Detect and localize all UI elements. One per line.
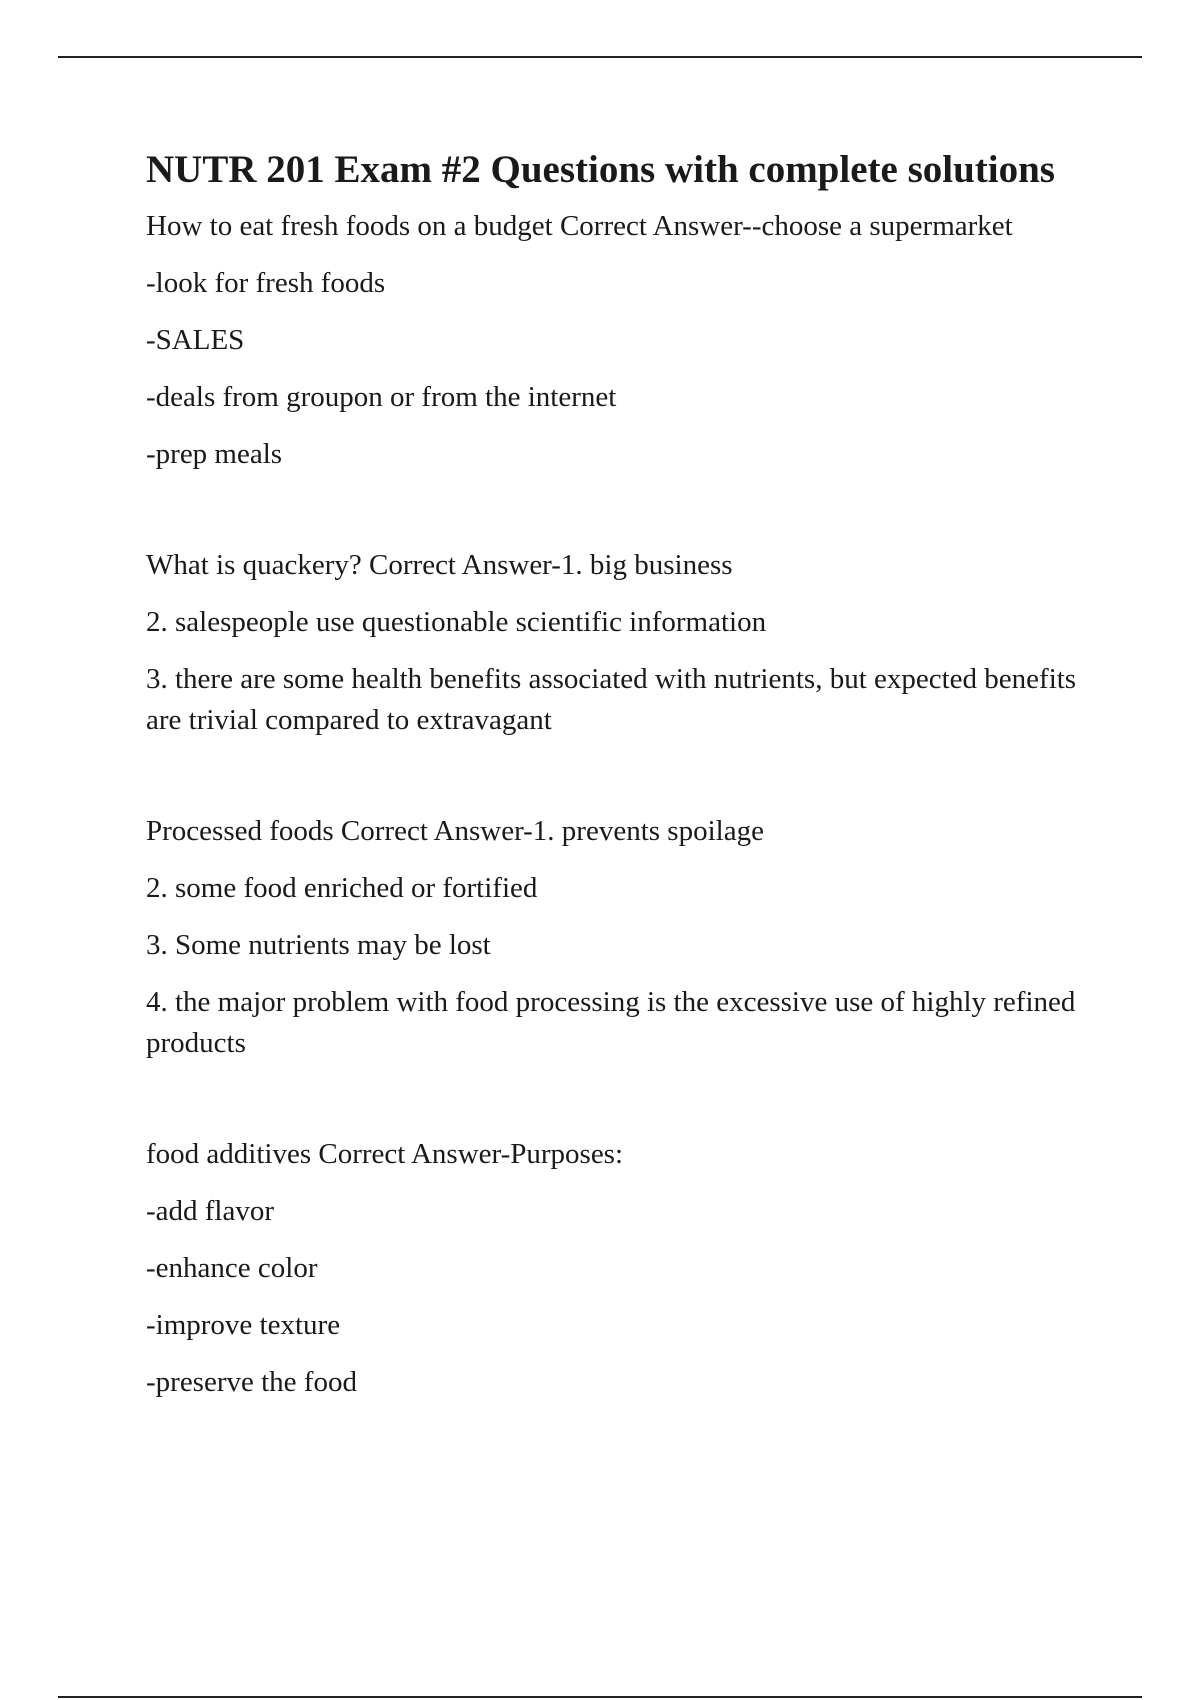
question-line: How to eat fresh foods on a budget Correct Answer--choose a supermarket bbox=[146, 210, 1013, 242]
answer-line: 4. the major problem with food processing is the excessive use of highly refined products bbox=[146, 986, 1076, 1059]
qa-section-fresh-foods bbox=[146, 206, 1086, 475]
section-spacer bbox=[146, 491, 1086, 545]
qa-section-processed-foods bbox=[146, 811, 1086, 1064]
document-title: NUTR 201 Exam #2 Questions with complete solutions bbox=[146, 148, 1055, 191]
bottom-rule bbox=[58, 1696, 1142, 1698]
answer-line: -look for fresh foods bbox=[146, 267, 386, 299]
answer-line: -add flavor bbox=[146, 1195, 275, 1227]
answer-line: -deals from groupon or from the internet bbox=[146, 381, 617, 413]
section-spacer bbox=[146, 1080, 1086, 1134]
answer-line: -preserve the food bbox=[146, 1366, 357, 1398]
answer-line: 3. Some nutrients may be lost bbox=[146, 929, 491, 961]
answer-line: -SALES bbox=[146, 324, 245, 356]
answer-line: -improve texture bbox=[146, 1309, 341, 1341]
qa-section-quackery bbox=[146, 545, 1086, 741]
answer-line: 3. there are some health benefits associated with nutrients, but expected benefits are trivial compared to extravagant bbox=[146, 663, 1077, 736]
answer-line: -enhance color bbox=[146, 1252, 318, 1284]
top-rule bbox=[58, 56, 1142, 58]
answer-line: 2. some food enriched or fortified bbox=[146, 872, 538, 904]
question-line: What is quackery? Correct Answer-1. big business bbox=[146, 549, 733, 581]
question-line: food additives Correct Answer-Purposes: bbox=[146, 1138, 624, 1170]
section-spacer bbox=[146, 757, 1086, 811]
question-line: Processed foods Correct Answer-1. prevents spoilage bbox=[146, 815, 764, 847]
qa-section-food-additives bbox=[146, 1134, 1086, 1403]
document-body bbox=[146, 140, 1086, 1419]
answer-line: -prep meals bbox=[146, 438, 283, 470]
answer-line: 2. salespeople use questionable scientific information bbox=[146, 606, 767, 638]
